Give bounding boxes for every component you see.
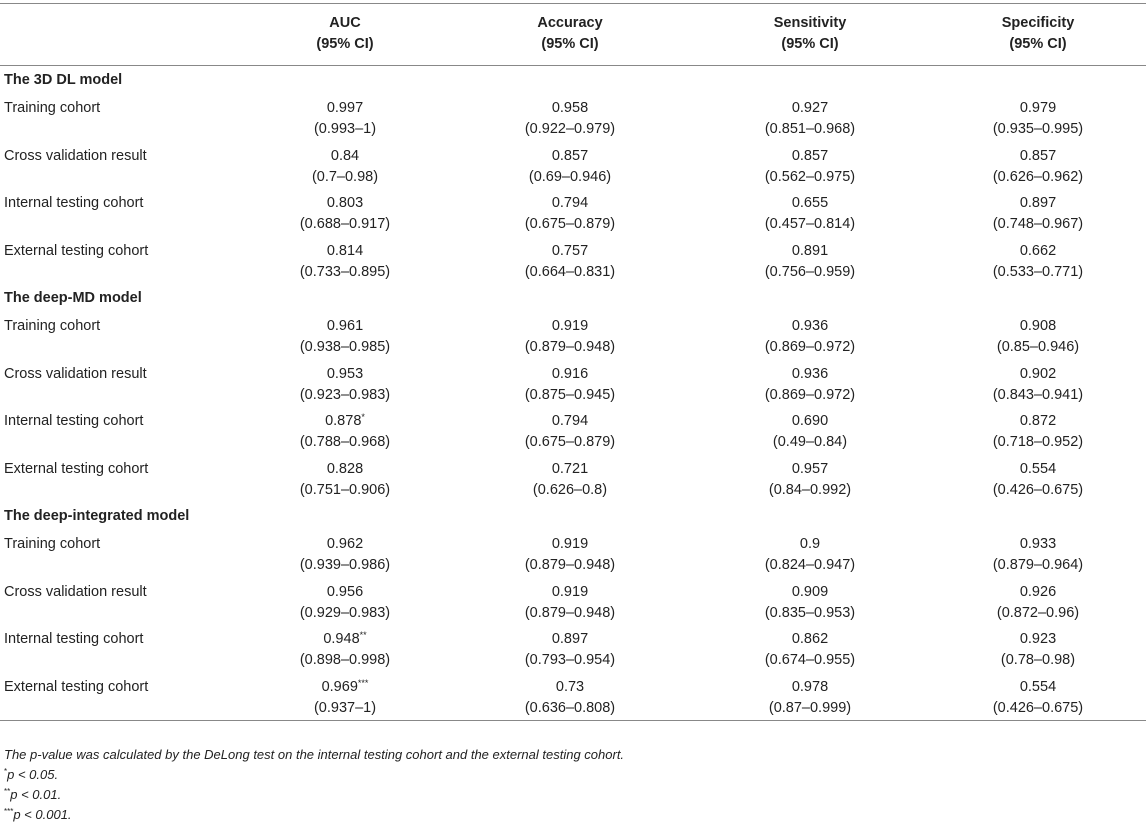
cell-ci: (0.733–0.895) — [299, 263, 391, 280]
cell-value — [690, 193, 930, 214]
table-row — [0, 407, 1146, 455]
table-row — [0, 625, 1146, 673]
row-label: Training cohort — [4, 318, 101, 334]
cell-ci: (0.675–0.879) — [524, 216, 616, 232]
cell-auc — [240, 673, 450, 721]
footnote-text: p < 0.001. — [13, 807, 72, 822]
results-table — [0, 3, 1146, 721]
value-text: 0.926 — [1019, 583, 1057, 600]
group-row — [0, 284, 1146, 312]
row-label: External testing cohort — [4, 242, 149, 259]
value-text: 0.919 — [551, 536, 589, 552]
cell-accuracy — [450, 189, 690, 237]
cell-ci: (0.85–0.946) — [996, 339, 1080, 355]
cell-value — [240, 316, 450, 337]
row-label: Training cohort — [4, 536, 101, 552]
cell-value — [240, 411, 450, 432]
cell-ci: (0.824–0.947) — [764, 557, 856, 573]
value-text: 0.958 — [551, 100, 589, 116]
cell-ci: (0.835–0.953) — [764, 604, 856, 621]
cell-auc — [240, 407, 450, 455]
cell-value — [690, 459, 930, 480]
cell-ci: (0.457–0.814) — [764, 216, 856, 232]
cell-value — [240, 193, 450, 214]
cell-ci: (0.756–0.959) — [764, 263, 856, 280]
table-row — [0, 142, 1146, 190]
cell-value — [240, 241, 450, 262]
cell-value — [690, 316, 930, 337]
row-label: Training cohort — [4, 100, 101, 116]
cell-auc — [240, 237, 450, 285]
value-text: 0.9 — [799, 536, 821, 552]
table-row — [0, 237, 1146, 285]
value-text: 0.948 — [323, 631, 360, 647]
cell-value — [240, 98, 450, 119]
row-label: Cross validation result — [4, 147, 147, 164]
header-model — [0, 4, 240, 66]
cell-specificity — [930, 94, 1146, 142]
value-text: 0.803 — [326, 195, 364, 211]
value-text: 0.919 — [551, 583, 589, 600]
value-text: 0.957 — [791, 460, 829, 477]
table-row — [0, 455, 1146, 503]
cell-accuracy — [450, 578, 690, 626]
cell-ci: (0.626–0.8) — [532, 481, 608, 498]
cell-value — [450, 316, 690, 337]
table-row — [0, 360, 1146, 408]
header-metric-ci: (95% CI) — [781, 36, 839, 52]
cell-value — [450, 411, 690, 432]
table-row — [0, 312, 1146, 360]
value-text: 0.923 — [1019, 631, 1057, 647]
cell-ci: (0.533–0.771) — [992, 263, 1084, 280]
value-text: 0.891 — [791, 242, 829, 259]
cell-ci: (0.84–0.992) — [768, 481, 852, 498]
value-text: 0.878 — [325, 413, 362, 429]
footnote-mark: *** — [4, 807, 14, 816]
value-text: 0.857 — [791, 147, 829, 164]
cell-specificity — [930, 312, 1146, 360]
cell-ci: (0.751–0.906) — [299, 481, 391, 498]
value-text: 0.828 — [326, 460, 364, 477]
group-title: The 3D DL model — [4, 72, 123, 88]
cell-value — [930, 459, 1146, 480]
cell-ci: (0.939–0.986) — [299, 557, 391, 573]
cell-ci: (0.935–0.995) — [992, 121, 1084, 137]
value-text: 0.927 — [791, 100, 829, 116]
cell-ci: (0.78–0.98) — [1000, 652, 1076, 668]
cell-accuracy — [450, 530, 690, 578]
header-metric-name: Accuracy — [537, 15, 603, 31]
cell-specificity — [930, 673, 1146, 721]
cell-sensitivity — [690, 142, 930, 190]
value-text: 0.757 — [551, 242, 589, 259]
cell-accuracy — [450, 673, 690, 721]
cell-accuracy — [450, 455, 690, 503]
cell-specificity — [930, 530, 1146, 578]
value-text: 0.872 — [1019, 413, 1057, 429]
footnote-text: p < 0.01. — [10, 787, 62, 802]
cell-value — [450, 677, 690, 698]
cell-value — [930, 629, 1146, 650]
cell-ci: (0.718–0.952) — [992, 434, 1084, 450]
cell-value — [930, 364, 1146, 385]
cell-value — [450, 534, 690, 555]
value-text: 0.953 — [326, 365, 364, 382]
cell-auc — [240, 455, 450, 503]
cell-ci: (0.879–0.948) — [524, 557, 616, 573]
cell-value — [930, 534, 1146, 555]
value-text: 0.554 — [1019, 460, 1057, 477]
cell-value — [450, 459, 690, 480]
cell-auc — [240, 530, 450, 578]
footnote-item — [4, 785, 1124, 805]
cell-ci: (0.49–0.84) — [772, 434, 848, 450]
group-title: The deep-integrated model — [4, 508, 190, 524]
header-metric-name: AUC — [329, 15, 361, 31]
value-text: 0.916 — [551, 365, 589, 382]
cell-sensitivity — [690, 455, 930, 503]
value-text: 0.997 — [326, 100, 364, 116]
cell-sensitivity — [690, 625, 930, 673]
value-text: 0.814 — [326, 242, 364, 259]
value-text: 0.794 — [551, 413, 589, 429]
value-text: 0.956 — [326, 583, 364, 600]
header-sensitivity — [690, 4, 930, 66]
cell-auc — [240, 312, 450, 360]
significance-mark: * — [361, 412, 365, 422]
value-text: 0.908 — [1019, 318, 1057, 334]
footnote-item — [4, 805, 1124, 825]
value-text: 0.897 — [551, 631, 589, 647]
row-label: Cross validation result — [4, 365, 147, 382]
cell-value — [930, 241, 1146, 262]
table-row — [0, 94, 1146, 142]
header-metric-ci: (95% CI) — [316, 36, 374, 52]
cell-value — [690, 411, 930, 432]
value-text: 0.857 — [1019, 147, 1057, 164]
table-row — [0, 530, 1146, 578]
value-text: 0.962 — [326, 536, 364, 552]
cell-ci: (0.748–0.967) — [992, 216, 1084, 232]
cell-accuracy — [450, 312, 690, 360]
value-text: 0.979 — [1019, 100, 1057, 116]
significance-mark: *** — [357, 677, 369, 688]
cell-ci: (0.688–0.917) — [299, 216, 391, 232]
cell-ci: (0.843–0.941) — [992, 386, 1084, 403]
cell-value — [690, 241, 930, 262]
cell-specificity — [930, 142, 1146, 190]
cell-accuracy — [450, 94, 690, 142]
cell-ci: (0.922–0.979) — [524, 121, 616, 137]
value-text: 0.554 — [1019, 678, 1057, 695]
group-title: The deep-MD model — [4, 290, 142, 306]
cell-sensitivity — [690, 530, 930, 578]
cell-value — [240, 364, 450, 385]
cell-auc — [240, 142, 450, 190]
cell-value — [240, 629, 450, 650]
cell-sensitivity — [690, 578, 930, 626]
cell-accuracy — [450, 237, 690, 285]
cell-value — [930, 193, 1146, 214]
cell-ci: (0.879–0.964) — [992, 557, 1084, 573]
cell-value — [930, 411, 1146, 432]
cell-specificity — [930, 625, 1146, 673]
cell-ci: (0.675–0.879) — [524, 434, 616, 450]
footnote-item — [4, 765, 1124, 785]
group-row — [0, 502, 1146, 530]
value-text: 0.662 — [1019, 242, 1057, 259]
table-row — [0, 189, 1146, 237]
cell-ci: (0.636–0.808) — [524, 699, 616, 716]
cell-auc — [240, 360, 450, 408]
footnote-mark: ** — [4, 787, 11, 796]
cell-ci: (0.626–0.962) — [992, 168, 1084, 185]
footnote-mark: * — [4, 767, 8, 776]
row-label: Internal testing cohort — [4, 631, 144, 647]
cell-value — [450, 629, 690, 650]
cell-value — [240, 146, 450, 167]
cell-value — [690, 534, 930, 555]
cell-accuracy — [450, 360, 690, 408]
cell-ci: (0.898–0.998) — [299, 652, 391, 668]
value-text: 0.862 — [791, 631, 829, 647]
cell-value — [240, 534, 450, 555]
cell-value — [690, 146, 930, 167]
value-text: 0.655 — [791, 195, 829, 211]
cell-specificity — [930, 407, 1146, 455]
cell-ci: (0.69–0.946) — [528, 168, 612, 185]
cell-ci: (0.851–0.968) — [764, 121, 856, 137]
cell-value — [690, 98, 930, 119]
cell-ci: (0.87–0.999) — [768, 699, 852, 716]
cell-ci: (0.923–0.983) — [299, 386, 391, 403]
cell-auc — [240, 625, 450, 673]
cell-auc — [240, 189, 450, 237]
row-label: External testing cohort — [4, 460, 149, 477]
cell-specificity — [930, 237, 1146, 285]
cell-sensitivity — [690, 312, 930, 360]
cell-specificity — [930, 455, 1146, 503]
value-text: 0.933 — [1019, 536, 1057, 552]
value-text: 0.936 — [791, 318, 829, 334]
cell-ci: (0.938–0.985) — [299, 339, 391, 355]
value-text: 0.978 — [791, 678, 829, 695]
cell-ci: (0.879–0.948) — [524, 339, 616, 355]
cell-sensitivity — [690, 407, 930, 455]
table-body — [0, 66, 1146, 721]
value-text: 0.690 — [791, 413, 829, 429]
footnote-main: The p-value was calculated by the DeLong test on the internal testing cohort and the external testing cohort. — [4, 747, 625, 762]
row-label: External testing cohort — [0, 673, 240, 721]
cell-value — [930, 98, 1146, 119]
cell-ci: (0.869–0.972) — [764, 386, 856, 403]
cell-accuracy — [450, 625, 690, 673]
row-label: Internal testing cohort — [4, 413, 144, 429]
cell-value — [930, 146, 1146, 167]
footnote-text: p < 0.05. — [7, 767, 59, 782]
cell-value — [930, 316, 1146, 337]
cell-sensitivity — [690, 237, 930, 285]
cell-value — [690, 364, 930, 385]
cell-sensitivity — [690, 189, 930, 237]
cell-value — [690, 677, 930, 698]
value-text: 0.897 — [1019, 195, 1057, 211]
value-text: 0.919 — [551, 318, 589, 334]
value-text: 0.936 — [791, 365, 829, 382]
value-text: 0.902 — [1019, 365, 1057, 382]
cell-ci: (0.875–0.945) — [524, 386, 616, 403]
group-row — [0, 66, 1146, 95]
header-specificity — [930, 4, 1146, 66]
value-text: 0.909 — [791, 583, 829, 600]
cell-value — [690, 582, 930, 603]
table-footnotes — [4, 745, 1124, 825]
cell-ci: (0.793–0.954) — [524, 652, 616, 668]
cell-auc — [240, 94, 450, 142]
cell-specificity — [930, 360, 1146, 408]
cell-accuracy — [450, 407, 690, 455]
header-metric-ci: (95% CI) — [541, 36, 599, 52]
cell-accuracy — [450, 142, 690, 190]
cell-ci: (0.993–1) — [313, 121, 377, 137]
header-metric-name: Specificity — [1001, 15, 1075, 31]
value-text: 0.84 — [330, 147, 360, 164]
cell-ci: (0.674–0.955) — [764, 652, 856, 668]
cell-value — [450, 98, 690, 119]
row-label: Cross validation result — [4, 583, 147, 600]
cell-specificity — [930, 578, 1146, 626]
value-text: 0.961 — [326, 318, 364, 334]
value-text: 0.857 — [551, 147, 589, 164]
table-row — [0, 578, 1146, 626]
value-text: 0.794 — [551, 195, 589, 211]
cell-value — [450, 241, 690, 262]
cell-value — [930, 582, 1146, 603]
table-row — [0, 673, 1146, 721]
header-auc — [240, 4, 450, 66]
cell-value — [450, 193, 690, 214]
cell-ci: (0.869–0.972) — [764, 339, 856, 355]
cell-value — [450, 364, 690, 385]
cell-sensitivity — [690, 360, 930, 408]
cell-value — [930, 677, 1146, 698]
cell-value — [240, 459, 450, 480]
value-text: 0.969 — [321, 678, 358, 695]
cell-ci: (0.872–0.96) — [996, 604, 1080, 621]
cell-value — [240, 677, 450, 698]
cell-value — [240, 582, 450, 603]
cell-value — [450, 582, 690, 603]
cell-ci: (0.929–0.983) — [299, 604, 391, 621]
cell-ci: (0.879–0.948) — [524, 604, 616, 621]
header-accuracy — [450, 4, 690, 66]
cell-specificity — [930, 189, 1146, 237]
value-text: 0.73 — [555, 678, 585, 695]
cell-auc — [240, 578, 450, 626]
cell-value — [690, 629, 930, 650]
cell-ci: (0.426–0.675) — [992, 481, 1084, 498]
cell-ci: (0.788–0.968) — [299, 434, 391, 450]
cell-ci: (0.7–0.98) — [311, 168, 379, 185]
cell-ci: (0.937–1) — [313, 699, 377, 716]
cell-value — [450, 146, 690, 167]
header-metric-name: Sensitivity — [773, 15, 847, 31]
cell-sensitivity — [690, 673, 930, 721]
cell-ci: (0.562–0.975) — [764, 168, 856, 185]
value-text: 0.721 — [551, 460, 589, 477]
cell-ci: (0.426–0.675) — [992, 699, 1084, 716]
row-label: Internal testing cohort — [4, 195, 144, 211]
cell-sensitivity — [690, 94, 930, 142]
header-row — [0, 4, 1146, 66]
cell-ci: (0.664–0.831) — [524, 263, 616, 280]
header-metric-ci: (95% CI) — [1009, 36, 1067, 52]
significance-mark: ** — [359, 630, 367, 640]
